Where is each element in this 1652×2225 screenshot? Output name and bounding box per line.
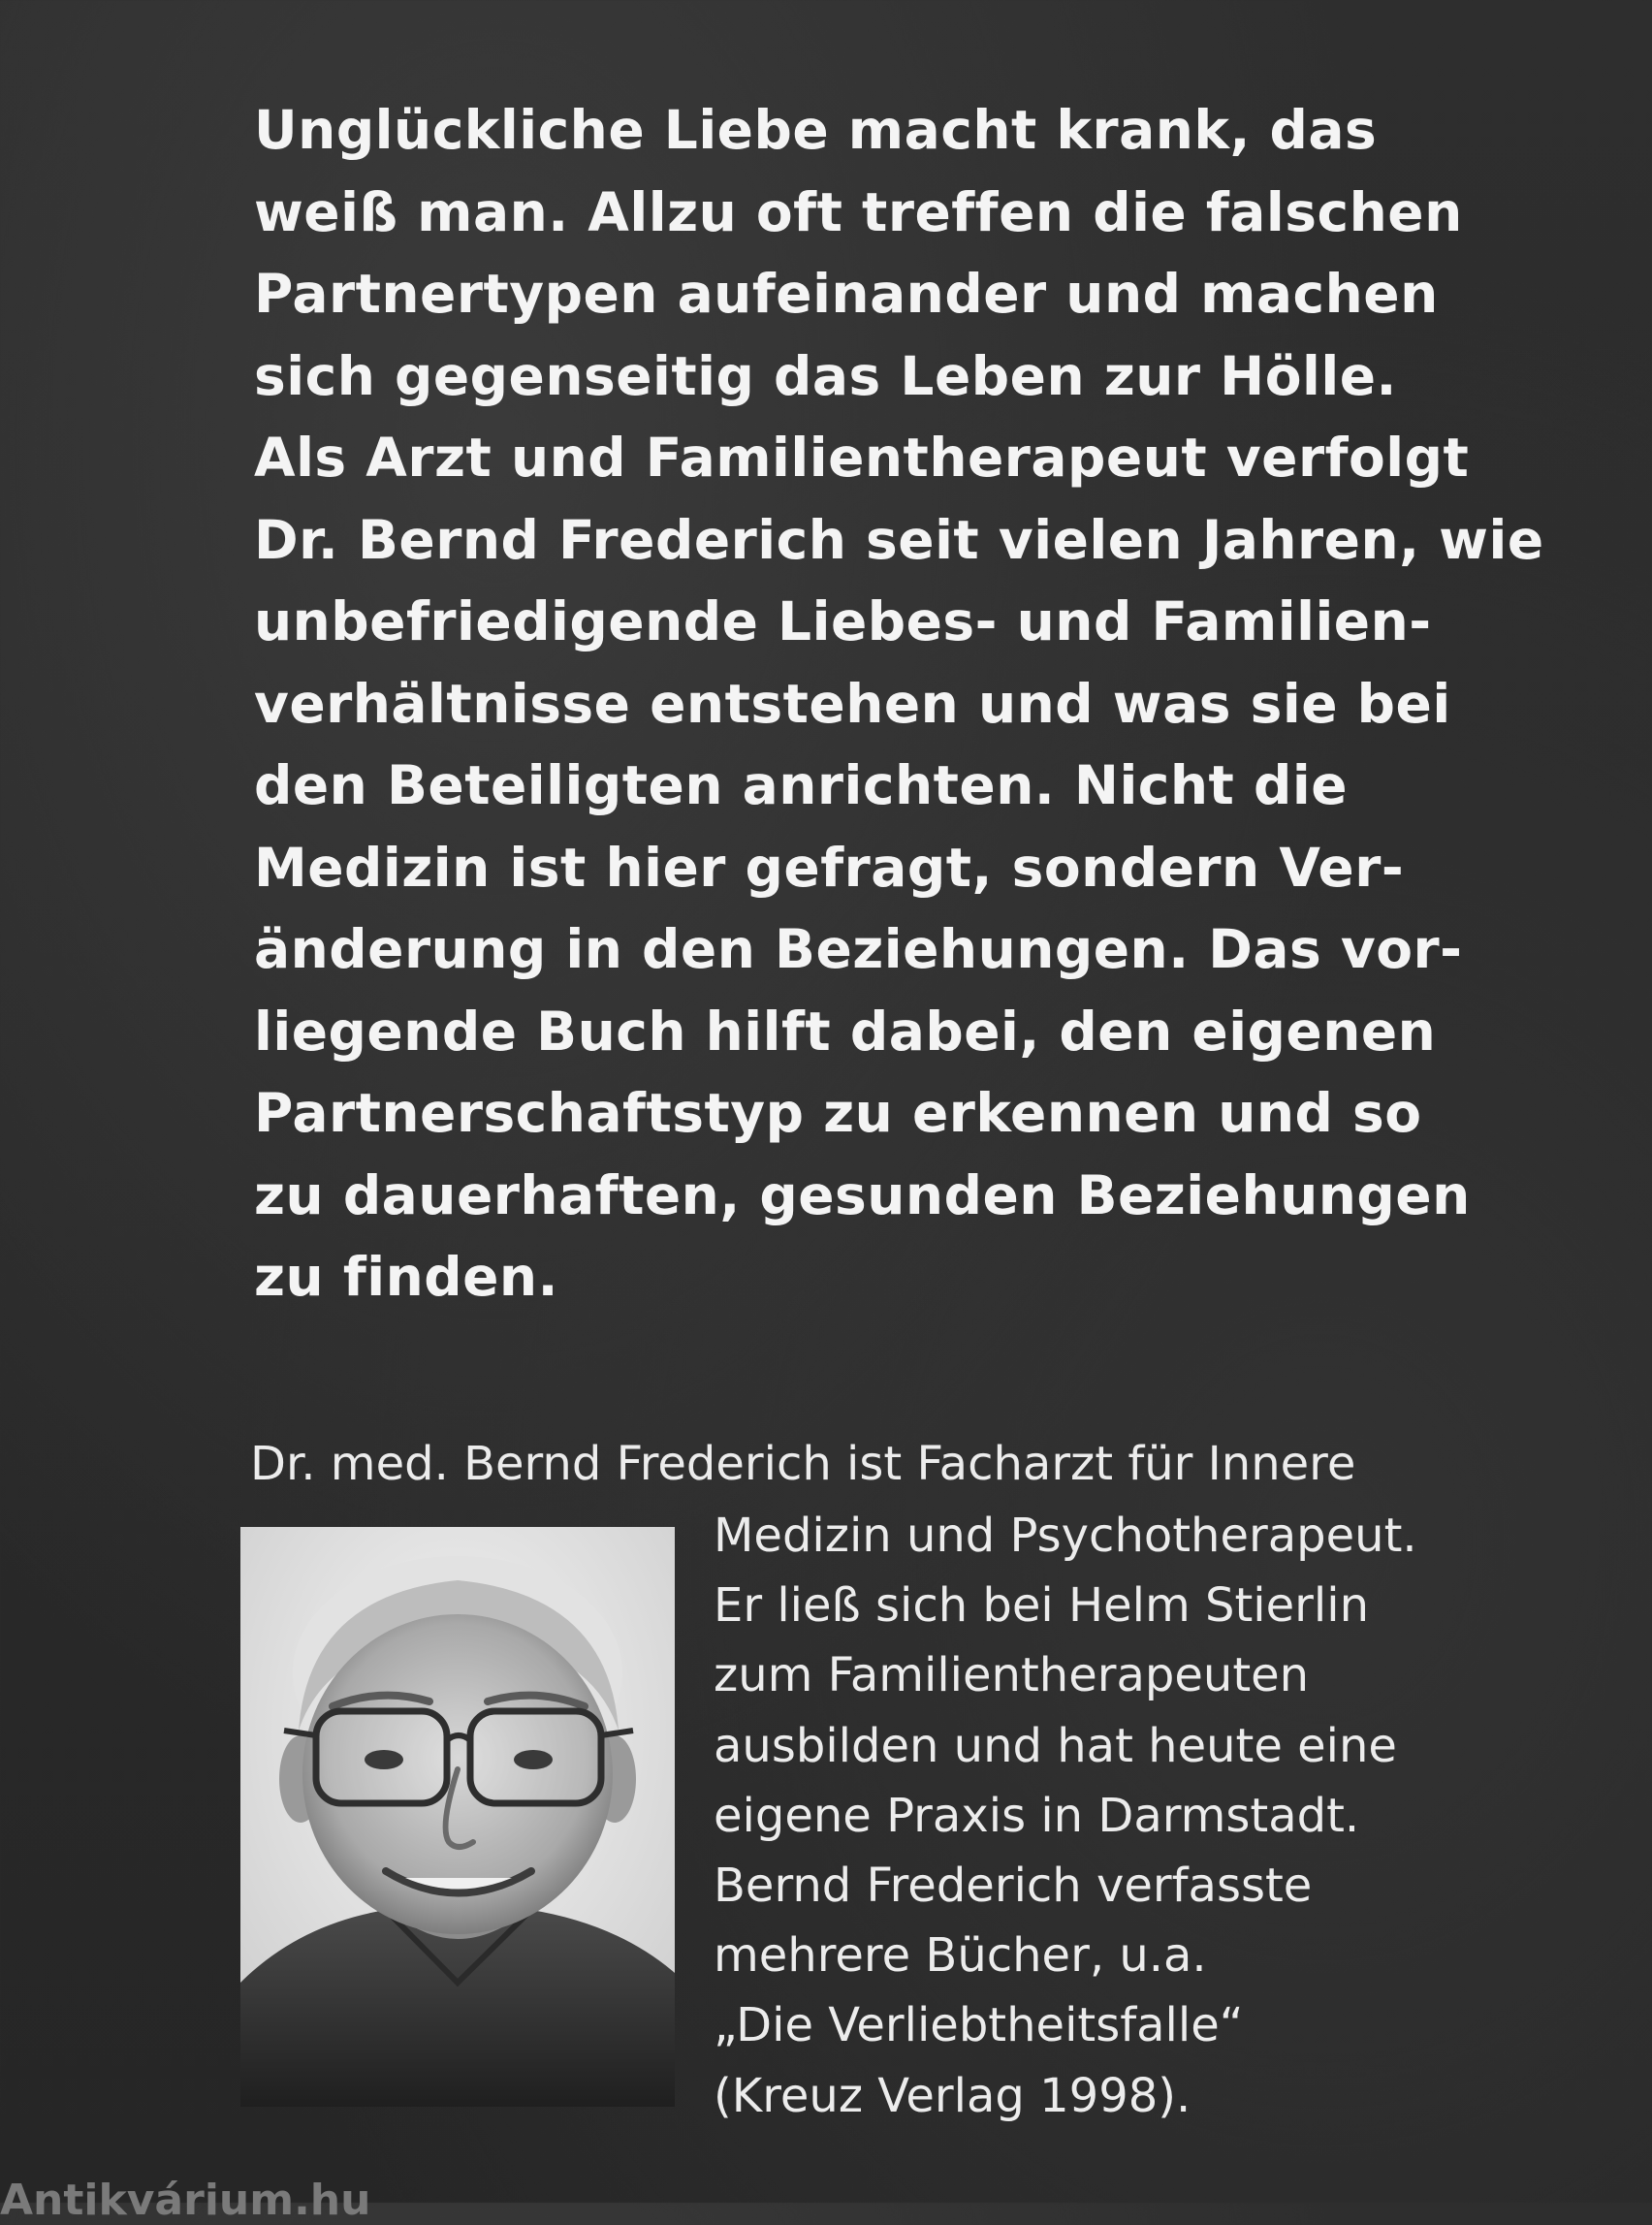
bio-line: Er ließ sich bei Helm Stierlin: [714, 1578, 1369, 1634]
bio-line: zum Familientherapeuten: [714, 1648, 1310, 1703]
blurb-line: Medizin ist hier gefragt, sondern Ver-: [254, 836, 1405, 899]
bio-line: mehrere Bücher, u.a.: [714, 1928, 1207, 1984]
bio-line: (Kreuz Verlag 1998).: [714, 2068, 1191, 2123]
blurb-line: sich gegenseitig das Leben zur Hölle.: [254, 344, 1397, 407]
author-photo: [240, 1527, 675, 2107]
blurb-line: zu dauerhaften, gesunden Beziehungen: [254, 1163, 1471, 1226]
blurb-line: liegende Buch hilft dabei, den eigenen: [254, 1000, 1437, 1063]
bio-line: Medizin und Psychotherapeut.: [714, 1509, 1417, 1563]
blurb-line: verhältnisse entstehen und was sie bei: [254, 672, 1451, 735]
author-photo-drawing: [240, 1527, 675, 2107]
blurb-line: zu finden.: [254, 1246, 558, 1308]
bio-line: ausbilden und hat heute eine: [714, 1718, 1397, 1773]
blurb-line: Als Arzt und Familientherapeut verfolgt: [254, 427, 1470, 489]
blurb-line: Unglückliche Liebe macht krank, das: [254, 99, 1378, 161]
blurb-line: Partnertypen aufeinander und machen: [254, 263, 1439, 325]
blurb-line: weiß man. Allzu oft treffen die falschen: [254, 180, 1463, 243]
bio-line: Bernd Frederich verfasste: [714, 1859, 1313, 1914]
blurb-line: änderung in den Beziehungen. Das vor-: [254, 918, 1463, 980]
blurb-line: Dr. Bernd Frederich seit vielen Jahren, wie: [254, 508, 1544, 571]
blurb-line: unbefriedigende Liebes- und Familien-: [254, 590, 1432, 652]
bio-line: „Die Verliebtheitsfalle“: [714, 1998, 1244, 2053]
author-bio: [714, 1501, 1547, 2131]
blurb-line: den Beteiligten anrichten. Nicht die: [254, 754, 1349, 816]
cover-blurb: [254, 89, 1544, 1319]
author-bio-first-line: Dr. med. Bernd Frederich ist Facharzt für Innere: [250, 1437, 1356, 1491]
watermark: Antikvárium.hu: [0, 2176, 371, 2225]
blurb-line: Partnerschaftstyp zu erkennen und so: [254, 1082, 1422, 1144]
bio-line: eigene Praxis in Darmstadt.: [714, 1788, 1360, 1843]
